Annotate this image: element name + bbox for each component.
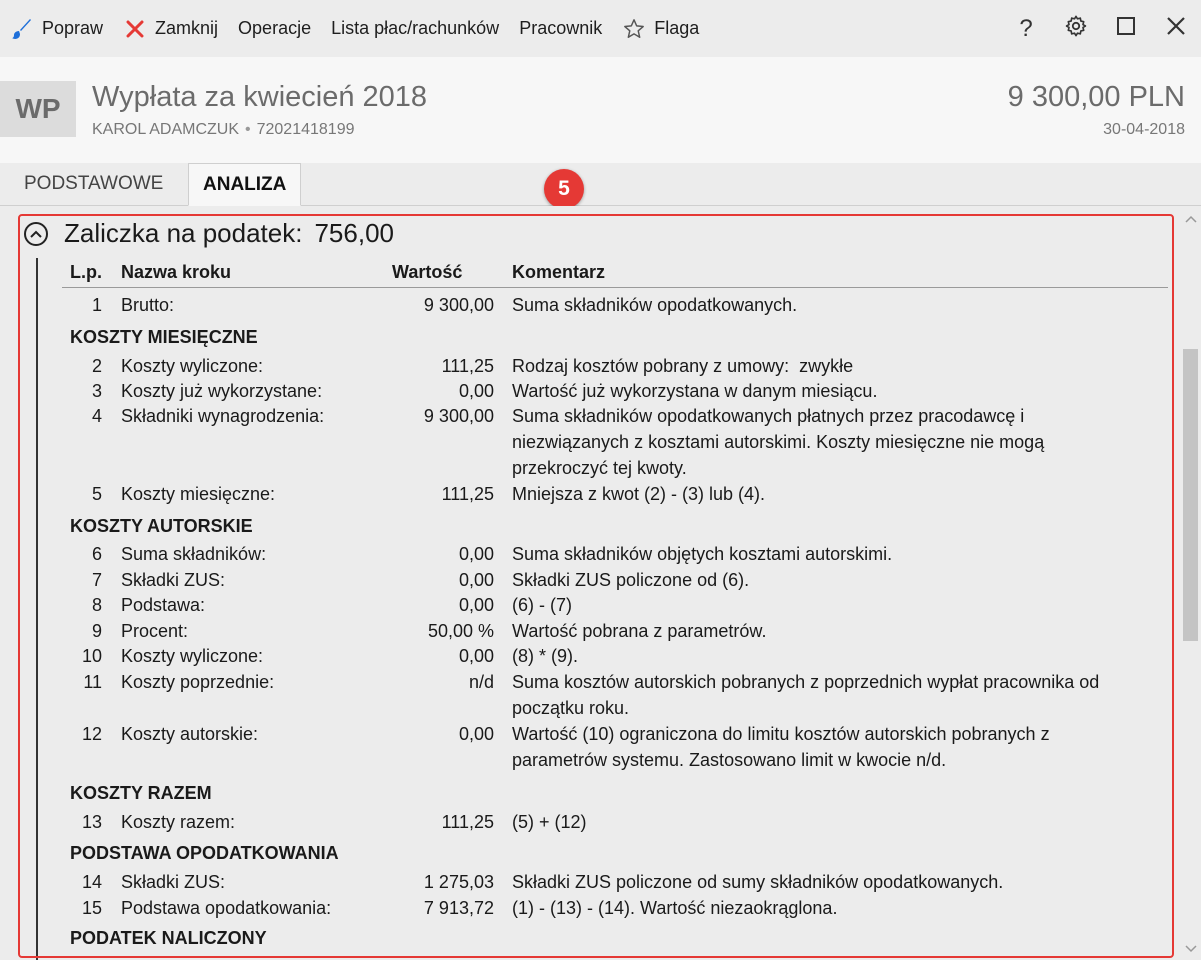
row-name: Składki ZUS: xyxy=(121,570,226,590)
row-comment: Suma składników opodatkowanych. xyxy=(512,295,798,315)
page-title: Wypłata za kwiecień 2018 xyxy=(92,81,428,113)
row-comment: Składki ZUS policzone od (6). xyxy=(512,570,750,590)
row-name: Koszty poprzednie: xyxy=(121,672,275,692)
document-header xyxy=(0,57,1201,163)
star-icon xyxy=(622,17,646,41)
gear-icon xyxy=(1065,15,1087,42)
settings-button[interactable] xyxy=(1051,0,1101,57)
group-heading: PODATEK NALICZONY xyxy=(70,928,267,948)
row-value: 9 300,00 xyxy=(423,406,494,426)
group-heading: KOSZTY RAZEM xyxy=(70,783,212,803)
row-name: Koszty autorskie: xyxy=(121,724,259,744)
row-name: Suma składników: xyxy=(121,544,267,564)
row-value: n/d xyxy=(468,672,494,692)
step-badge: 5 xyxy=(544,169,584,209)
row-name: Koszty wyliczone: xyxy=(121,356,264,376)
row-value: 0,00 xyxy=(458,646,494,666)
row-lp: 2 xyxy=(91,356,102,376)
row-lp: 9 xyxy=(91,621,102,641)
row-comment: (8) * (9). xyxy=(512,646,579,666)
close-label: Zamknij xyxy=(155,18,219,38)
payroll-list-label: Lista płac/rachunków xyxy=(331,18,500,38)
employee-label: Pracownik xyxy=(519,18,603,38)
row-name: Koszty miesięczne: xyxy=(121,484,276,504)
edit-label: Popraw xyxy=(42,18,104,38)
row-lp: 8 xyxy=(91,595,102,615)
payroll-list-menu[interactable] xyxy=(331,18,499,39)
group-heading: PODSTAWA OPODATKOWANIA xyxy=(70,843,339,863)
row-name: Koszty wyliczone: xyxy=(121,646,264,666)
window-controls xyxy=(1001,0,1201,57)
scrollbar-thumb[interactable] xyxy=(1183,349,1198,641)
row-name: Koszty już wykorzystane: xyxy=(121,381,323,401)
edit-button[interactable] xyxy=(10,17,103,41)
row-lp: 11 xyxy=(83,672,102,692)
vertical-scrollbar[interactable] xyxy=(1180,206,1201,960)
row-name: Składniki wynagrodzenia: xyxy=(121,406,325,426)
row-value: 0,00 xyxy=(458,724,494,744)
operations-menu[interactable] xyxy=(238,18,311,39)
group-heading: KOSZTY MIESIĘCZNE xyxy=(70,327,258,347)
flag-label: Flaga xyxy=(654,18,700,38)
col-header-comment: Komentarz xyxy=(512,262,606,282)
row-value: 9 300,00 xyxy=(423,295,494,315)
col-header-lp: L.p. xyxy=(70,262,102,282)
row-lp: 1 xyxy=(91,295,102,315)
employee-pesel: 72021418199 xyxy=(256,121,355,138)
row-lp: 3 xyxy=(91,381,102,401)
row-lp: 7 xyxy=(91,570,102,590)
brush-icon xyxy=(10,17,34,41)
chevron-up-icon xyxy=(1185,215,1197,223)
section-header xyxy=(24,218,394,249)
help-button[interactable] xyxy=(1001,0,1051,57)
row-lp: 6 xyxy=(91,544,102,564)
row-lp: 5 xyxy=(91,484,102,504)
header-divider xyxy=(62,287,1168,288)
close-window-button[interactable] xyxy=(1151,0,1201,57)
tab-analiza[interactable] xyxy=(188,163,301,206)
payment-amount: 9 300,00 PLN xyxy=(1007,81,1185,113)
row-comment: Mniejsza z kwot (2) - (3) lub (4). xyxy=(512,484,766,504)
section-title xyxy=(64,218,394,249)
avatar: WP xyxy=(0,81,76,137)
row-value: 7 913,72 xyxy=(423,898,494,918)
row-name: Brutto: xyxy=(121,295,175,315)
row-comment: Wartość (10) ograniczona do limitu kosztów autorskich pobranych z parametrów systemu. Zastosowano limit w kwocie n/d. xyxy=(512,724,1050,770)
toolbar xyxy=(0,0,1201,57)
row-lp: 14 xyxy=(81,872,102,892)
col-header-name: Nazwa kroku xyxy=(121,262,232,282)
col-header-value: Wartość xyxy=(392,262,463,282)
employee-name: KAROL ADAMCZUK xyxy=(92,121,239,138)
row-value: 111,25 xyxy=(441,356,494,376)
employee-info xyxy=(92,121,355,139)
row-name: Podstawa opodatkowania: xyxy=(121,898,332,918)
section-title-value: 756,00 xyxy=(314,218,394,248)
row-comment: Rodzaj kosztów pobrany z umowy: zwykłe xyxy=(512,356,854,376)
row-comment: Wartość już wykorzystana w danym miesiącu. xyxy=(512,381,878,401)
operations-label: Operacje xyxy=(238,18,312,38)
tab-bar xyxy=(0,163,1201,206)
row-comment: (5) + (12) xyxy=(512,812,587,832)
row-comment: Suma kosztów autorskich pobranych z poprzednich wypłat pracownika od początku roku. xyxy=(512,672,1100,718)
employee-menu[interactable] xyxy=(519,18,602,39)
row-name: Składki ZUS: xyxy=(121,872,226,892)
payment-date: 30-04-2018 xyxy=(1103,121,1185,138)
row-value: 0,00 xyxy=(458,570,494,590)
row-lp: 4 xyxy=(91,406,102,426)
section-title-label: Zaliczka na podatek: xyxy=(64,218,303,248)
maximize-button[interactable] xyxy=(1101,0,1151,57)
collapse-button[interactable] xyxy=(24,222,48,246)
row-value: 1 275,03 xyxy=(423,872,494,892)
row-name: Podstawa: xyxy=(121,595,206,615)
row-comment: (1) - (13) - (14). Wartość niezaokrąglona. xyxy=(512,898,838,918)
flag-button[interactable] xyxy=(622,17,699,41)
close-x-icon xyxy=(123,17,147,41)
section-guide-line xyxy=(36,258,38,960)
row-value: 0,00 xyxy=(458,595,494,615)
row-name: Koszty razem: xyxy=(121,812,236,832)
row-value: 0,00 xyxy=(458,544,494,564)
row-comment: Wartość pobrana z parametrów. xyxy=(512,621,767,641)
scroll-down-arrow[interactable] xyxy=(1180,940,1201,958)
row-name: Procent: xyxy=(121,621,189,641)
row-value: 0,00 xyxy=(458,381,494,401)
row-lp: 13 xyxy=(81,812,102,832)
scroll-up-arrow[interactable] xyxy=(1180,210,1201,228)
tab-podstawowe[interactable] xyxy=(10,163,177,205)
row-lp: 12 xyxy=(81,724,102,744)
row-comment: Składki ZUS policzone od sumy składników opodatkowanych. xyxy=(512,872,1004,892)
close-icon xyxy=(1166,16,1186,41)
row-value: 111,25 xyxy=(441,812,494,832)
separator-dot: • xyxy=(245,121,251,138)
tab-analiza-label: ANALIZA xyxy=(203,173,287,195)
row-lp: 15 xyxy=(81,898,102,918)
row-comment: (6) - (7) xyxy=(512,595,572,615)
group-heading: KOSZTY AUTORSKIE xyxy=(70,516,253,536)
close-document-button[interactable] xyxy=(123,17,218,41)
help-icon: ? xyxy=(1019,14,1033,42)
chevron-up-icon xyxy=(30,230,42,238)
row-value: 111,25 xyxy=(441,484,494,504)
chevron-down-icon xyxy=(1185,945,1197,953)
row-lp: 10 xyxy=(81,646,102,666)
row-comment: Suma składników objętych kosztami autorskimi. xyxy=(512,544,893,564)
row-comment: Suma składników opodatkowanych płatnych przez pracodawcę i niezwiązanych z kosztami autorskimi. Koszty miesięczne nie mogą przekroczyć tej kwoty. xyxy=(512,406,1045,478)
tab-podstawowe-label: PODSTAWOWE xyxy=(24,173,164,194)
row-value: 50,00 % xyxy=(427,621,494,641)
maximize-icon xyxy=(1116,16,1136,41)
